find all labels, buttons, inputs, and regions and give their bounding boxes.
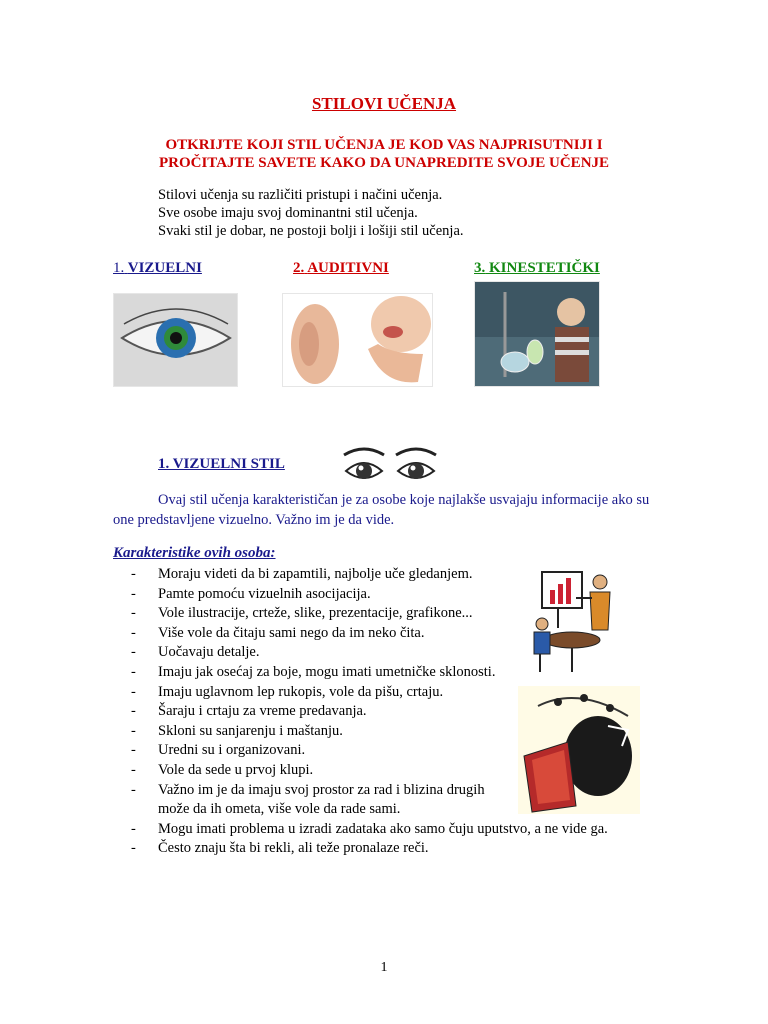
science-kid-photo (474, 281, 600, 387)
list-item: - Vole da sede u prvoj klupi. (131, 761, 608, 781)
list-item: - Više vole da čitaju sami nego da im neko čita. (131, 624, 608, 644)
page-number: 1 (380, 960, 388, 975)
style-number: 1. (113, 260, 125, 276)
list-item: - Često znaju šta bi rekli, ali teže pronalaze reči. (131, 839, 608, 859)
list-item: - Moraju videti da bi zapamtili, najbolje uče gledanjem. (131, 565, 608, 585)
list-item: - Važno im je da imaju svoj prostor za rad i blizina drugih (131, 781, 608, 801)
style-number: 3. (474, 260, 486, 276)
lab-image (475, 282, 599, 386)
intro-line: Sve osobe imaju svoj dominantni stil učenja. (158, 205, 418, 221)
section-paragraph (113, 490, 673, 530)
list-item-continuation: može da ih ometa, više vole da rade sami. (158, 801, 401, 818)
eye-photo (113, 293, 238, 387)
style-heading-auditory (293, 260, 389, 277)
list-item: - Vole ilustracije, crteže, slike, prezentacije, grafikone... (131, 604, 608, 624)
style-number: 2. (293, 260, 305, 276)
list-item: - Imaju uglavnom lep rukopis, vole da pišu, crtaju. (131, 683, 608, 703)
style-label: KINESTETIČKI (489, 260, 600, 276)
list-item: - Skloni su sanjarenju i maštanju. (131, 722, 608, 742)
listening-photo (282, 293, 433, 387)
list-item: - Uočavaju detalje. (131, 643, 608, 663)
subtitle-line: OTKRIJTE KOJI STIL UČENJA JE KOD VAS NAJPRISUTNIJI I (165, 137, 603, 153)
presentation-illustration (528, 568, 618, 676)
list-item: - Šaraju i crtaju za vreme predavanja. (131, 702, 608, 722)
paragraph-text: Ovaj stil učenja karakterističan je za osobe koje najlakše usvajaju informacije ako su one predstavljene vizuelno. Važno im je da vide. (113, 492, 650, 528)
ear-mouth-image (283, 294, 432, 386)
intro-line: Stilovi učenja su različiti pristupi i načini učenja. (158, 187, 443, 203)
eye-image (114, 294, 237, 386)
list-item: - Imaju jak osećaj za boje, mogu imati umetničke sklonosti. (131, 663, 608, 683)
page-title: STILOVI UČENJA (311, 94, 457, 113)
characteristics-heading: Karakteristike ovih osoba: (113, 545, 276, 561)
subtitle-line: PROČITAJTE SAVETE KAKO DA UNAPREDITE SVOJE UČENJE (158, 155, 610, 171)
style-label: AUDITIVNI (307, 260, 389, 276)
list-item: - Mogu imati problema u izradi zadataka ako samo čuju uputstvo, a ne vide ga. (131, 820, 608, 840)
intro-line: Svaki stil je dobar, ne postoji bolji i lošiji stil učenja. (158, 223, 464, 239)
list-item: - Pamte pomoću vizuelnih asocijacija. (131, 585, 608, 605)
book-music-illustration (518, 686, 640, 814)
section-title: 1. VIZUELNI STIL (158, 456, 285, 472)
list-item: - Uredni su i organizovani. (131, 741, 608, 761)
style-heading-visual (113, 260, 202, 277)
intro-text (158, 186, 464, 240)
eyes-icon (340, 445, 440, 490)
style-heading-kinesthetic (474, 260, 600, 277)
page-subtitle (0, 136, 768, 172)
style-label: VIZUELNI (127, 260, 202, 276)
